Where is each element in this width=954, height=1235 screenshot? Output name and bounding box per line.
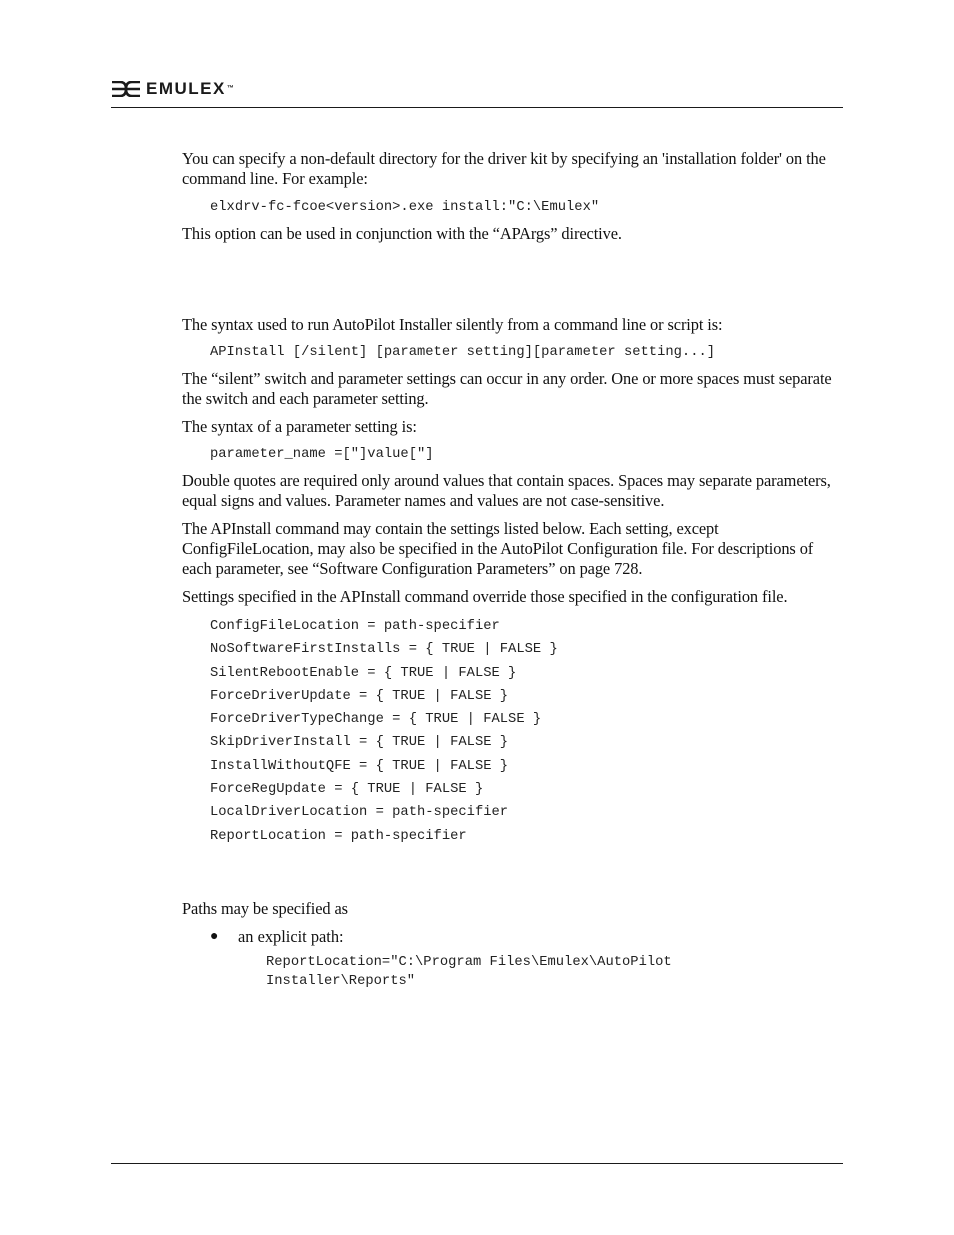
setting-line: ForceDriverUpdate = { TRUE | FALSE }	[210, 688, 509, 704]
parameter-syntax-code: parameter_name =["]value["]	[210, 447, 434, 462]
apinstall-syntax-code: APInstall [/silent] [parameter setting][parameter setting...]	[210, 345, 716, 360]
page-content	[182, 149, 844, 992]
bullet-explicit-path	[182, 927, 844, 947]
syntax-paragraph: The syntax used to run AutoPilot Installer silently from a command line or script is:	[182, 315, 723, 334]
apargs-paragraph: This option can be used in conjunction with the “APArgs” directive.	[182, 224, 622, 243]
footer-rule	[111, 1163, 843, 1164]
setting-line: ForceDriverTypeChange = { TRUE | FALSE }	[210, 712, 542, 728]
emulex-mark-icon	[111, 81, 141, 97]
emulex-logo	[111, 78, 235, 100]
header-rule	[111, 107, 843, 108]
page-header	[111, 78, 235, 100]
setting-line: ForceRegUpdate = { TRUE | FALSE }	[210, 782, 484, 798]
install-folder-paragraph: You can specify a non-default directory for the driver kit by specifying an 'installation folder' on the command line. For example:	[182, 149, 826, 188]
explicit-path-code-line: Installer\Reports"	[266, 974, 416, 990]
setting-line: ReportLocation = path-specifier	[210, 828, 467, 844]
explicit-path-code-line: ReportLocation="C:\Program Files\Emulex\AutoPilot	[266, 954, 672, 970]
setting-line: NoSoftwareFirstInstalls = { TRUE | FALSE }	[210, 642, 558, 658]
setting-line: ConfigFileLocation = path-specifier	[210, 619, 500, 634]
setting-line: SkipDriverInstall = { TRUE | FALSE }	[210, 735, 509, 751]
override-paragraph: Settings specified in the APInstall command override those specified in the configuration file.	[182, 587, 788, 606]
double-quotes-paragraph: Double quotes are required only around values that contain spaces. Spaces may separate parameters, equal signs and values. Parameter names and values are not case-sensitive.	[182, 471, 831, 510]
paths-paragraph: Paths may be specified as	[182, 898, 348, 918]
setting-line: LocalDriverLocation = path-specifier	[210, 805, 509, 821]
settings-list	[182, 615, 844, 848]
setting-line: SilentRebootEnable = { TRUE | FALSE }	[210, 665, 517, 681]
install-folder-code: elxdrv-fc-fcoe<version>.exe install:"C:\Emulex"	[210, 200, 600, 215]
logo-text: EMULEX™	[146, 79, 236, 98]
parameter-syntax-paragraph: The syntax of a parameter setting is:	[182, 417, 417, 436]
settings-intro-paragraph: The APInstall command may contain the settings listed below. Each setting, except ConfigFileLocation, may also be specified in the AutoPilot Configuration file. For descriptions of each parameter, see “Software Configuration Parameters” on page 728.	[182, 519, 814, 578]
bullet-text: an explicit path:	[238, 926, 344, 946]
silent-switch-paragraph: The “silent” switch and parameter settings can occur in any order. One or more spaces must separate the switch and each parameter setting.	[182, 369, 832, 408]
explicit-path-code	[182, 953, 844, 992]
bullet-dot-icon: ●	[210, 928, 219, 944]
setting-line: InstallWithoutQFE = { TRUE | FALSE }	[210, 758, 509, 774]
